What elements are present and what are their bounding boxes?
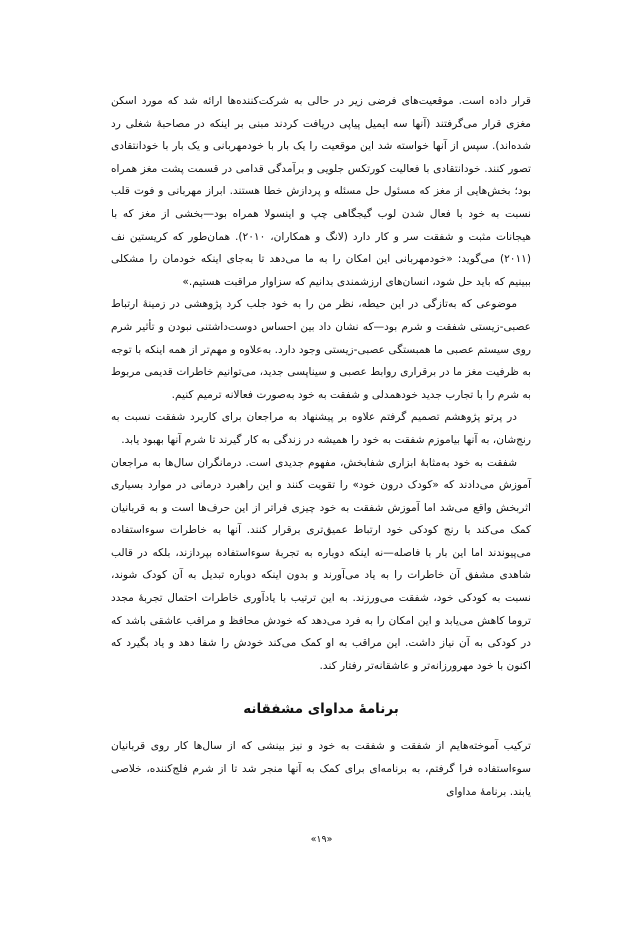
paragraph-3: در پرتو پژوهشم تصمیم گرفتم علاوه بر پیشنهاد به مراجعان برای کاربرد شفقت نسبت به رنج‌شان، به آنها بیاموزم شفقت به خود را همیشه در زندگی به کار گیرند تا شرم آنها بهبود یابد.: [111, 411, 531, 446]
section-heading: برنامهٔ مداوای مشفقانه: [243, 701, 399, 718]
paragraph-4: شفقت به خود به‌مثابهٔ ابزاری شفابخش، مفهوم جدیدی است. درمانگران سال‌ها به مراجعان آموزش می‌دادند که «کودک درون خود» را تقویت کنند و این راهبرد درمانی در موارد بسیاری اثربخش واقع می‌شد اما آموزش شفقت به خود چیزی فراتر از این حرف‌ها است و به قربانیان کمک می‌کند با رنج کودکی خود ارتباط عمیق‌تری برقرار کنند. آنها به خاطرات سوءاستفاده می‌پیوندند اما این بار با فاصله—نه اینکه دوباره به تجربهٔ سوءاستفاده بپردازند، بلکه در قالب شاهدی مشفق آن خاطرات را به یاد می‌آورند و بدون اینکه دوباره تبدیل به آن کودک شوند، نسبت به کودکی خود، شفقت می‌ورزند. به این ترتیب با یادآوری خاطرات احتمال تجربهٔ مجدد تروما کاهش می‌یابد و این امکان را به فرد می‌دهد که خودش محافظ و مراقب عاشقی باشد که در کودکی به آن نیاز داشت. این مراقب به او کمک می‌کند خودش را شفا دهد و یاد بگیرد که اکنون با خود مهرورزانه‌تر و عاشقانه‌تر رفتار کند.: [111, 456, 531, 672]
page-number: «۱۹»: [310, 834, 333, 845]
paragraph-5: ترکیب آموخته‌هایم از شفقت و شفقت به خود و نیز بینشی که از سال‌ها کار روی قربانیان سوءاستفاده فرا گرفتم، به برنامه‌ای برای کمک به آنها منجر شد تا از شرم فلج‌کننده، خلاصی یابند. برنامهٔ مداوای: [111, 740, 531, 798]
paragraph-2: موضوعی که به‌تازگی در این حیطه، نظر من را به خود جلب کرد پژوهشی در زمینهٔ ارتباط عصبی-زیستی شفقت و شرم بود—که نشان داد بین احساس دوست‌داشتنی نبودن و تأثیر شرم روی سیستم عصبی ما همبستگی عصبی-زیستی وجود دارد. به‌علاوه و مهم‌تر از همه اینکه با توجه به ظرفیت مغز ما در برقراری روابط عصبی و سیناپسی جدید، می‌توانیم خاطرات قدیمی مربوط به شرم را با تجارب جدید خودهمدلی و شفقت به خود به‌صورت فعالانه ترمیم کنیم.: [111, 298, 531, 401]
paragraph-1: قرار داده است. موقعیت‌های فرضی زیر در حالی به شرکت‌کننده‌ها ارائه شد که مورد اسکن مغزی قرار می‌گرفتند (آنها سه ایمیل پیاپی دریافت کردند مبنی بر اینکه در مصاحبهٔ شغلی رد شده‌اند). سپس از آنها خواسته شد این موقعیت را یک بار با خودمهربانی و یک بار با خودانتقادی تصور کنند. خودانتقادی با فعالیت کورتکس جلویی و برآمدگی قدامی در قسمت پشت مغز همراه بود؛ بخش‌هایی از مغز که مسئول حل مسئله و پردازش خطا هستند. ابراز مهربانی و فوت قلب نسبت به خود با فعال شدن لوب گیجگاهی چپ و اینسولا همراه بود—بخشی از مغز که با هیجانات مثبت و شفقت سر و کار دارد (لانگ و همکاران، ۲۰۱۰). همان‌طور که کریستین نف (۲۰۱۱) می‌گوید: «خودمهربانی این امکان را به ما می‌دهد تا به‌جای اینکه خودمان را مشکلی ببینیم که باید حل شود، انسان‌های ارزشمندی بدانیم که سزاوار مراقبت هستیم.»: [111, 95, 531, 288]
page-body: [111, 90, 531, 803]
